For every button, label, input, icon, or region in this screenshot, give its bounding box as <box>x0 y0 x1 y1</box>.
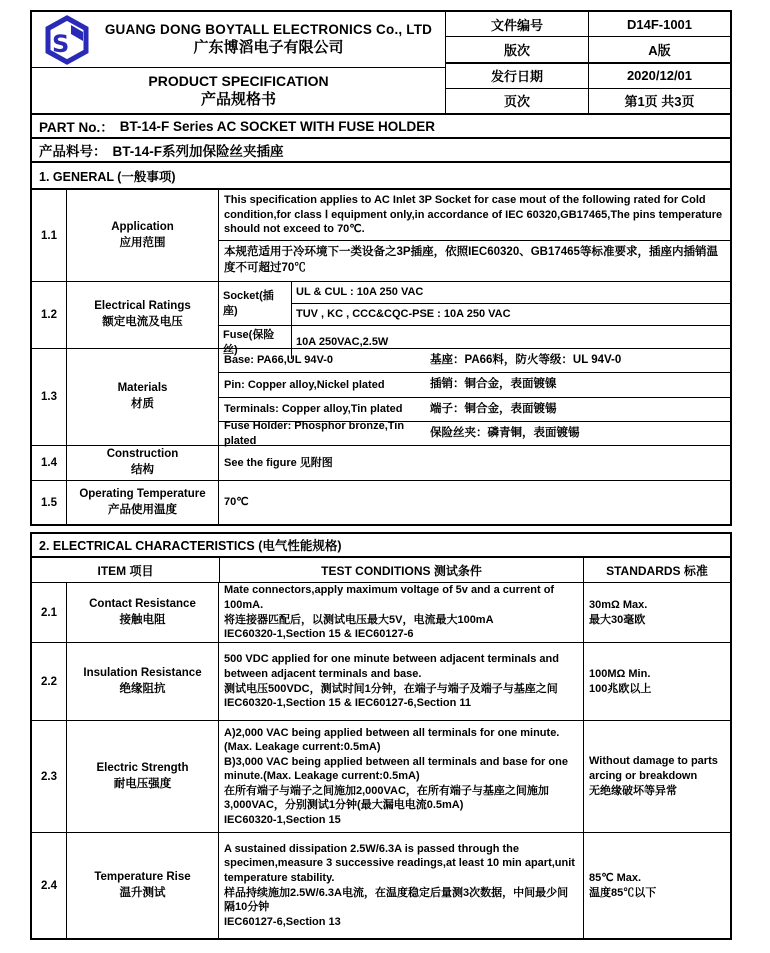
material-en: Fuse Holder: Phosphor bronze,Tin plated <box>224 420 405 447</box>
table-row-electric-strength <box>32 721 730 833</box>
standard-line: 最大30毫欧 <box>589 613 646 626</box>
row-item-label <box>67 190 219 281</box>
meta-value: 2020/12/01 <box>626 68 693 84</box>
socket-label: Socket(插座) <box>219 282 292 326</box>
socket-rating-ul: UL & CUL : 10A 250 VAC <box>292 282 730 304</box>
item-name-cn: 结构 <box>131 464 154 476</box>
section2-table <box>30 556 732 940</box>
standards <box>584 721 730 832</box>
row-number: 1.5 <box>32 481 67 524</box>
fuse-label: Fuse(保险丝) <box>219 326 292 359</box>
material-line-base <box>219 349 730 373</box>
table-header-row <box>32 558 730 583</box>
company-names <box>98 22 439 58</box>
company-block <box>32 12 445 68</box>
row-number: 2.2 <box>32 643 67 720</box>
meta-value: D14F-1001 <box>626 16 693 32</box>
row-content <box>219 282 730 356</box>
row-item-label <box>67 583 219 642</box>
document-title-block <box>32 68 445 113</box>
item-name-en: Electrical Ratings <box>94 300 191 313</box>
meta-label: 页次 <box>446 89 589 113</box>
meta-row-page <box>446 89 730 113</box>
material-cn: 保险丝夹：磷青铜，表面镀锡 <box>430 427 580 440</box>
test-conditions <box>219 643 584 720</box>
condition-line: 测试电压500VDC，测试时间1分钟，在端子与端子及端子与基座之间 <box>224 682 558 695</box>
condition-line: A sustained dissipation 2.5W/6.3A is passed through the specimen,measure 3 successive readings,at least 10 min apart,unit temperature stability. <box>224 842 575 884</box>
header-standards: STANDARDS 标准 <box>606 563 708 578</box>
condition-line: IEC60320-1,Section 15 & IEC60127-6 <box>224 628 414 641</box>
condition-line: 500 VDC applied for one minute between adjacent terminals and between adjacent terminals and base. <box>224 653 559 680</box>
row-number: 2.3 <box>32 721 67 832</box>
company-name-en: GUANG DONG BOYTALL ELECTRONICS Co., LTD <box>104 21 433 37</box>
section1-table <box>30 188 732 526</box>
meta-label: 文件编号 <box>446 12 589 36</box>
part-number-row-en <box>30 113 732 139</box>
standard-line: Without damage to parts arcing or breakdown <box>589 755 718 783</box>
table-row-temperature-rise <box>32 833 730 938</box>
part-number-value: BT-14-F Series AC SOCKET WITH FUSE HOLDER <box>119 118 436 134</box>
row-content <box>219 190 730 281</box>
material-en: Pin: Copper alloy,Nickel plated <box>224 378 385 391</box>
item-name-cn: 应用范围 <box>119 236 166 249</box>
table-row-operating-temperature <box>32 481 730 524</box>
item-name-en: Operating Temperature <box>79 487 206 500</box>
table-row-insulation-resistance <box>32 643 730 721</box>
header-test-conditions: TEST CONDITIONS 测试条件 <box>220 558 584 582</box>
part-number-label: PART No.： <box>39 120 114 135</box>
item-name-en: Temperature Rise <box>94 870 191 883</box>
part-number-cn-value: BT-14-F系列加保险丝夹插座 <box>112 144 284 159</box>
standard-line: 85℃ Max. <box>589 871 642 884</box>
row-number: 1.4 <box>32 446 67 480</box>
row-item-label <box>67 282 219 348</box>
row-number: 1.2 <box>32 282 67 348</box>
condition-line: (Max. Leakage current:0.5mA) <box>224 741 381 754</box>
section1-heading: 1. GENERAL (一般事项) <box>30 161 732 190</box>
standard-line: 无绝缘破坏等异常 <box>589 784 677 797</box>
item-name-cn: 耐电压强度 <box>113 777 172 790</box>
item-name-cn: 绝缘阻抗 <box>119 682 166 695</box>
row-number: 1.3 <box>32 349 67 445</box>
row-number: 2.1 <box>32 583 67 642</box>
meta-row-revision <box>446 37 730 63</box>
condition-line: IEC60320-1,Section 15 & IEC60127-6,Section 11 <box>224 697 472 710</box>
material-en: Base: PA66,UL 94V-0 <box>224 354 334 367</box>
material-en: Terminals: Copper alloy,Tin plated <box>224 402 403 415</box>
material-cn: 基座：PA66料，防火等级：UL 94V-0 <box>430 354 622 367</box>
item-name-en: Contact Resistance <box>89 597 196 610</box>
company-logo-icon <box>44 15 90 65</box>
standard-line: 100MΩ Min. <box>589 667 651 680</box>
row-number: 2.4 <box>32 833 67 938</box>
svg-text:S: S <box>52 29 70 58</box>
standards <box>584 583 730 642</box>
part-number-cn-label: 产品料号： <box>39 144 107 159</box>
document-title-en: PRODUCT SPECIFICATION <box>148 72 329 89</box>
material-cn: 插销：铜合金，表面镀镍 <box>430 378 557 391</box>
row-item-label <box>67 481 219 524</box>
material-line-fuse-holder <box>219 422 730 446</box>
table-row-construction <box>32 446 730 481</box>
row-item-label <box>67 721 219 832</box>
table-row-materials <box>32 349 730 446</box>
standards <box>584 643 730 720</box>
condition-line: 将连接器匹配后，以测试电压最大5V，电流最大100mA <box>224 613 494 626</box>
item-name-en: Application <box>111 220 174 233</box>
company-name-cn: 广东博滔电子有限公司 <box>193 38 344 56</box>
material-line-terminals <box>219 398 730 422</box>
row-number: 1.1 <box>32 190 67 281</box>
header-meta-table <box>446 12 730 113</box>
standards <box>584 833 730 938</box>
row-item-label <box>67 833 219 938</box>
spec-document <box>30 10 732 940</box>
table-row-electrical-ratings <box>32 282 730 356</box>
item-name-cn: 温升测试 <box>119 886 166 899</box>
meta-row-doc-number <box>446 12 730 37</box>
item-name-cn: 接触电阻 <box>119 613 166 626</box>
application-text-en: This specification applies to AC Inlet 3P Socket for case mout of the following rated for Cold condition,for class Ⅰ equipment only,in accordance of IEC 60320,GB17465,The pins temperature should not exceed to 70℃. <box>219 190 730 241</box>
condition-line: IEC60127-6,Section 13 <box>224 915 341 928</box>
table-row-contact-resistance <box>32 583 730 643</box>
material-cn: 端子：铜合金，表面镀锡 <box>430 402 557 415</box>
test-conditions <box>219 833 584 938</box>
socket-rating-tuv: TUV , KC , CCC&CQC-PSE : 10A 250 VAC <box>292 304 730 326</box>
meta-value: A版 <box>648 42 671 58</box>
operating-temperature-text: 70℃ <box>224 496 249 509</box>
item-name-en: Construction <box>106 448 179 461</box>
header-item: ITEM 项目 <box>32 558 220 582</box>
application-text-cn: 本规范适用于冷环境下一类设备之3P插座，依照IEC60320、GB17465等标准要求，插座内插销温度不可超过70℃ <box>224 246 718 274</box>
condition-line: IEC60320-1,Section 15 <box>224 813 341 826</box>
row-item-label <box>67 349 219 445</box>
row-item-label <box>67 446 219 480</box>
item-name-cn: 产品使用温度 <box>108 503 177 516</box>
meta-value: 第1页 共3页 <box>624 94 695 110</box>
table-row-application <box>32 190 730 282</box>
section2-heading: 2. ELECTRICAL CHARACTERISTICS (电气性能规格) <box>30 532 732 558</box>
test-conditions <box>219 721 584 832</box>
document-title-cn: 产品规格书 <box>200 90 276 108</box>
condition-line: Mate connectors,apply maximum voltage of 5v and a current of 100mA. <box>224 584 555 611</box>
condition-line: 在所有端子与端子之间施加2,000VAC，在所有端子与基座之间施加3,000VAC，分别测试1分钟(最大漏电电流0.5mA) <box>224 784 549 812</box>
standard-line: 100兆欧以上 <box>589 682 652 695</box>
construction-text: See the figure 见附图 <box>224 456 333 469</box>
item-name-en: Insulation Resistance <box>83 666 202 679</box>
row-content <box>219 349 730 445</box>
meta-label: 版次 <box>446 37 589 61</box>
condition-line: B)3,000 VAC being applied between all terminals and base for one minute.(Max. Leakage current:0.5mA) <box>224 755 568 783</box>
condition-line: 样品持续施加2.5W/6.3A电流，在温度稳定后量测3次数据，中间最少间隔10分钟 <box>224 886 569 914</box>
ratings-subtable <box>219 282 730 356</box>
meta-row-issue-date <box>446 64 730 89</box>
row-item-label <box>67 643 219 720</box>
item-name-cn: 材质 <box>131 398 154 410</box>
condition-line: A)2,000 VAC being applied between all terminals for one minute. <box>224 726 560 739</box>
item-name-en: Materials <box>117 382 168 395</box>
header-left <box>32 12 446 113</box>
standard-line: 温度85℃以下 <box>589 886 657 899</box>
document-header <box>30 10 732 115</box>
part-number-row-cn <box>30 137 732 163</box>
fuse-rating: 10A 250VAC,2.5W <box>296 336 389 349</box>
test-conditions <box>219 583 584 642</box>
meta-label: 发行日期 <box>446 64 589 88</box>
standard-line: 30mΩ Max. <box>589 598 648 611</box>
material-line-pin <box>219 373 730 397</box>
item-name-cn: 额定电流及电压 <box>102 316 183 328</box>
item-name-en: Electric Strength <box>96 761 189 774</box>
